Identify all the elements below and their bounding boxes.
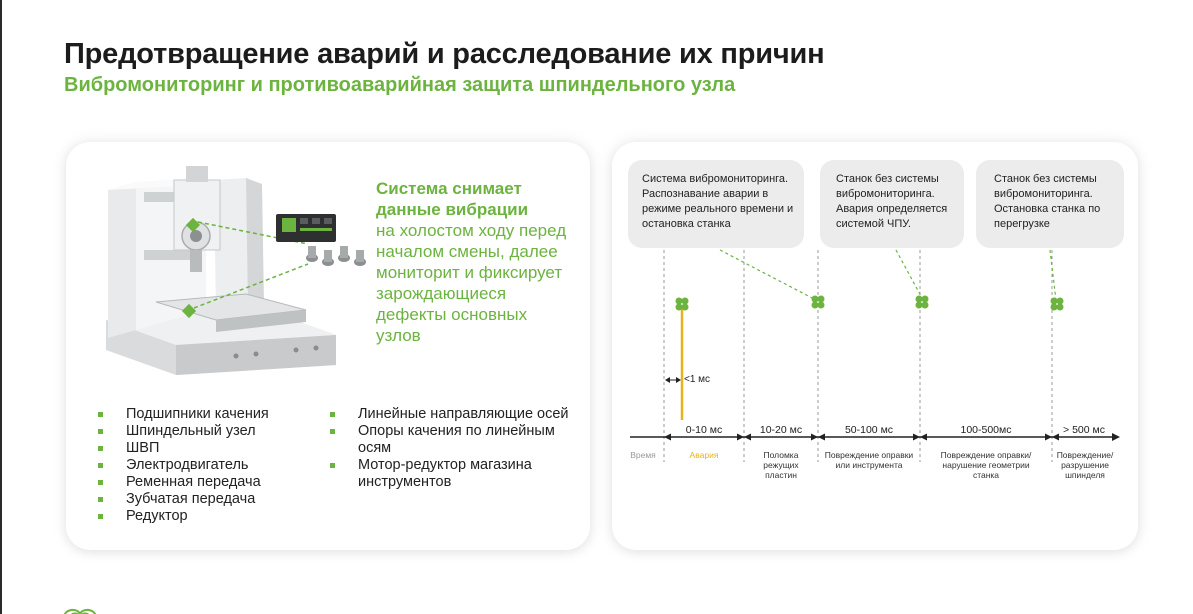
page-title: Предотвращение аварий и расследование их причин — [64, 38, 825, 70]
delay-label: <1 мс — [684, 374, 711, 385]
marker-icon — [812, 296, 825, 309]
monitored-units-list-1 — [98, 406, 328, 525]
company-logo-icon — [62, 604, 98, 614]
bullet-icon — [98, 514, 103, 519]
vibration-system-card — [66, 142, 590, 550]
list-item: Электродвигатель — [98, 457, 328, 474]
marker-icon — [676, 298, 689, 311]
bullet-icon — [98, 463, 103, 468]
leader-line — [720, 250, 816, 300]
list-item: Подшипники качения — [98, 406, 328, 423]
bullet-icon — [98, 480, 103, 485]
bullet-icon — [98, 412, 103, 417]
category-time: Время — [630, 450, 656, 460]
bullet-icon — [330, 429, 335, 434]
segment-label: 100-500мс — [960, 424, 1012, 436]
segment-label: > 500 мс — [1063, 424, 1105, 436]
delay-arrow — [665, 377, 681, 383]
bullet-icon — [98, 446, 103, 451]
callout-cnc-detection: Станок без системы вибромониторинга. Авария определяется системой ЧПУ. — [820, 160, 964, 248]
lead-description: на холостом ходу перед началом смены, далее мониторит и фиксирует зарождающиеся дефекты основных узлов — [376, 221, 567, 345]
leader-line — [1050, 250, 1056, 300]
list-item: Зубчатая передача — [98, 491, 328, 508]
leader-line — [896, 250, 922, 298]
list-item: Опоры качения по линейным осям — [330, 423, 580, 457]
category-inserts: Поломка режущих пластин — [763, 450, 799, 480]
page-subtitle: Вибромониторинг и противоаварийная защита шпиндельного узла — [64, 74, 736, 96]
segment-label: 0-10 мс — [685, 424, 723, 436]
list-item: Ременная передача — [98, 474, 328, 491]
timeline-card — [612, 142, 1138, 550]
bullet-icon — [98, 497, 103, 502]
bullet-icon — [98, 429, 103, 434]
segment-label: 50-100 мс — [844, 424, 894, 436]
segment-label: 10-20 мс — [759, 424, 803, 436]
category-arbor-tool: Повреждение оправки или инструмента — [824, 450, 914, 470]
callout-with-monitoring: Система вибромониторинга. Распознавание аварии в режиме реального времени и остановка станка — [628, 160, 804, 248]
marker-icon — [1051, 298, 1064, 311]
list-item: Редуктор — [98, 508, 328, 525]
list-item: Мотор-редуктор магазина инструментов — [330, 457, 580, 491]
list-item: ШВП — [98, 440, 328, 457]
left-edge-divider — [0, 0, 2, 614]
category-alarm: Авария — [689, 450, 719, 460]
vibration-module-illustration — [272, 210, 384, 278]
monitored-units-list-2 — [330, 406, 580, 491]
callout-overload-stop: Станок без системы вибромониторинга. Остановка станка по перегрузке — [976, 160, 1124, 248]
bullet-icon — [330, 463, 335, 468]
bullet-icon — [330, 412, 335, 417]
marker-icon — [916, 296, 929, 309]
list-item: Шпиндельный узел — [98, 423, 328, 440]
list-item: Линейные направляющие осей — [330, 406, 580, 423]
lead-heading: Система снимает данные вибрации — [376, 179, 529, 219]
category-spindle: Повреждение/ разрушение шпинделя — [1056, 450, 1114, 480]
category-geometry: Повреждение оправки/ нарушение геометрии станка — [940, 450, 1032, 480]
